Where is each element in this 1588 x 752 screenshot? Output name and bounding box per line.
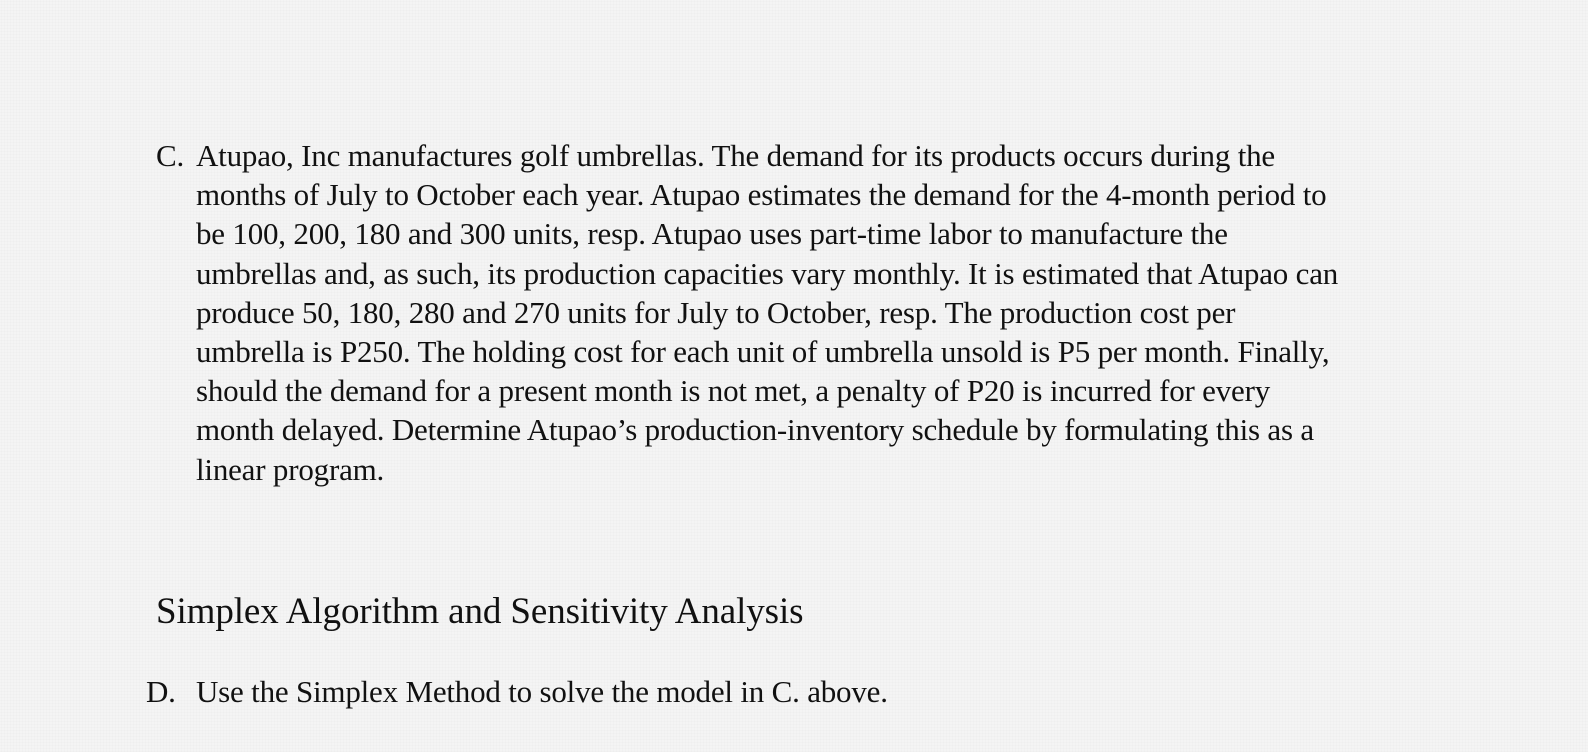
- problem-d-text: Use the Simplex Method to solve the model in C. above.: [196, 674, 888, 709]
- problem-d-marker: D.: [146, 674, 176, 709]
- problem-d: [146, 672, 888, 711]
- problem-c-marker: C.: [156, 138, 185, 173]
- section-heading: Simplex Algorithm and Sensitivity Analysis: [156, 591, 804, 632]
- problem-c-line-4: umbrellas and, as such, its production capacities vary monthly. It is estimated that Atupao can: [196, 255, 1339, 291]
- problem-c-line-1: [156, 136, 1338, 175]
- problem-c-line-1-text: Atupao, Inc manufactures golf umbrellas. The demand for its products occurs during the: [196, 138, 1275, 173]
- problem-c-line-7: should the demand for a present month is not met, a penalty of P20 is incurred for every: [196, 373, 1271, 409]
- problem-c-line-3: be 100, 200, 180 and 300 units, resp. Atupao uses part-time labor to manufacture the: [196, 216, 1228, 252]
- problem-c-line-9: linear program.: [196, 451, 385, 487]
- problem-c-line-2: months of July to October each year. Atupao estimates the demand for the 4-month period to: [196, 177, 1327, 213]
- problem-c-line-5: produce 50, 180, 280 and 270 units for July to October, resp. The production cost per: [196, 294, 1236, 330]
- problem-c-line-6: umbrella is P250. The holding cost for each unit of umbrella unsold is P5 per month. Finally,: [196, 334, 1330, 370]
- problem-d-line: [146, 672, 888, 711]
- problem-c: [156, 136, 1338, 489]
- problem-c-line-8: month delayed. Determine Atupao’s production-inventory schedule by formulating this as a: [196, 412, 1314, 448]
